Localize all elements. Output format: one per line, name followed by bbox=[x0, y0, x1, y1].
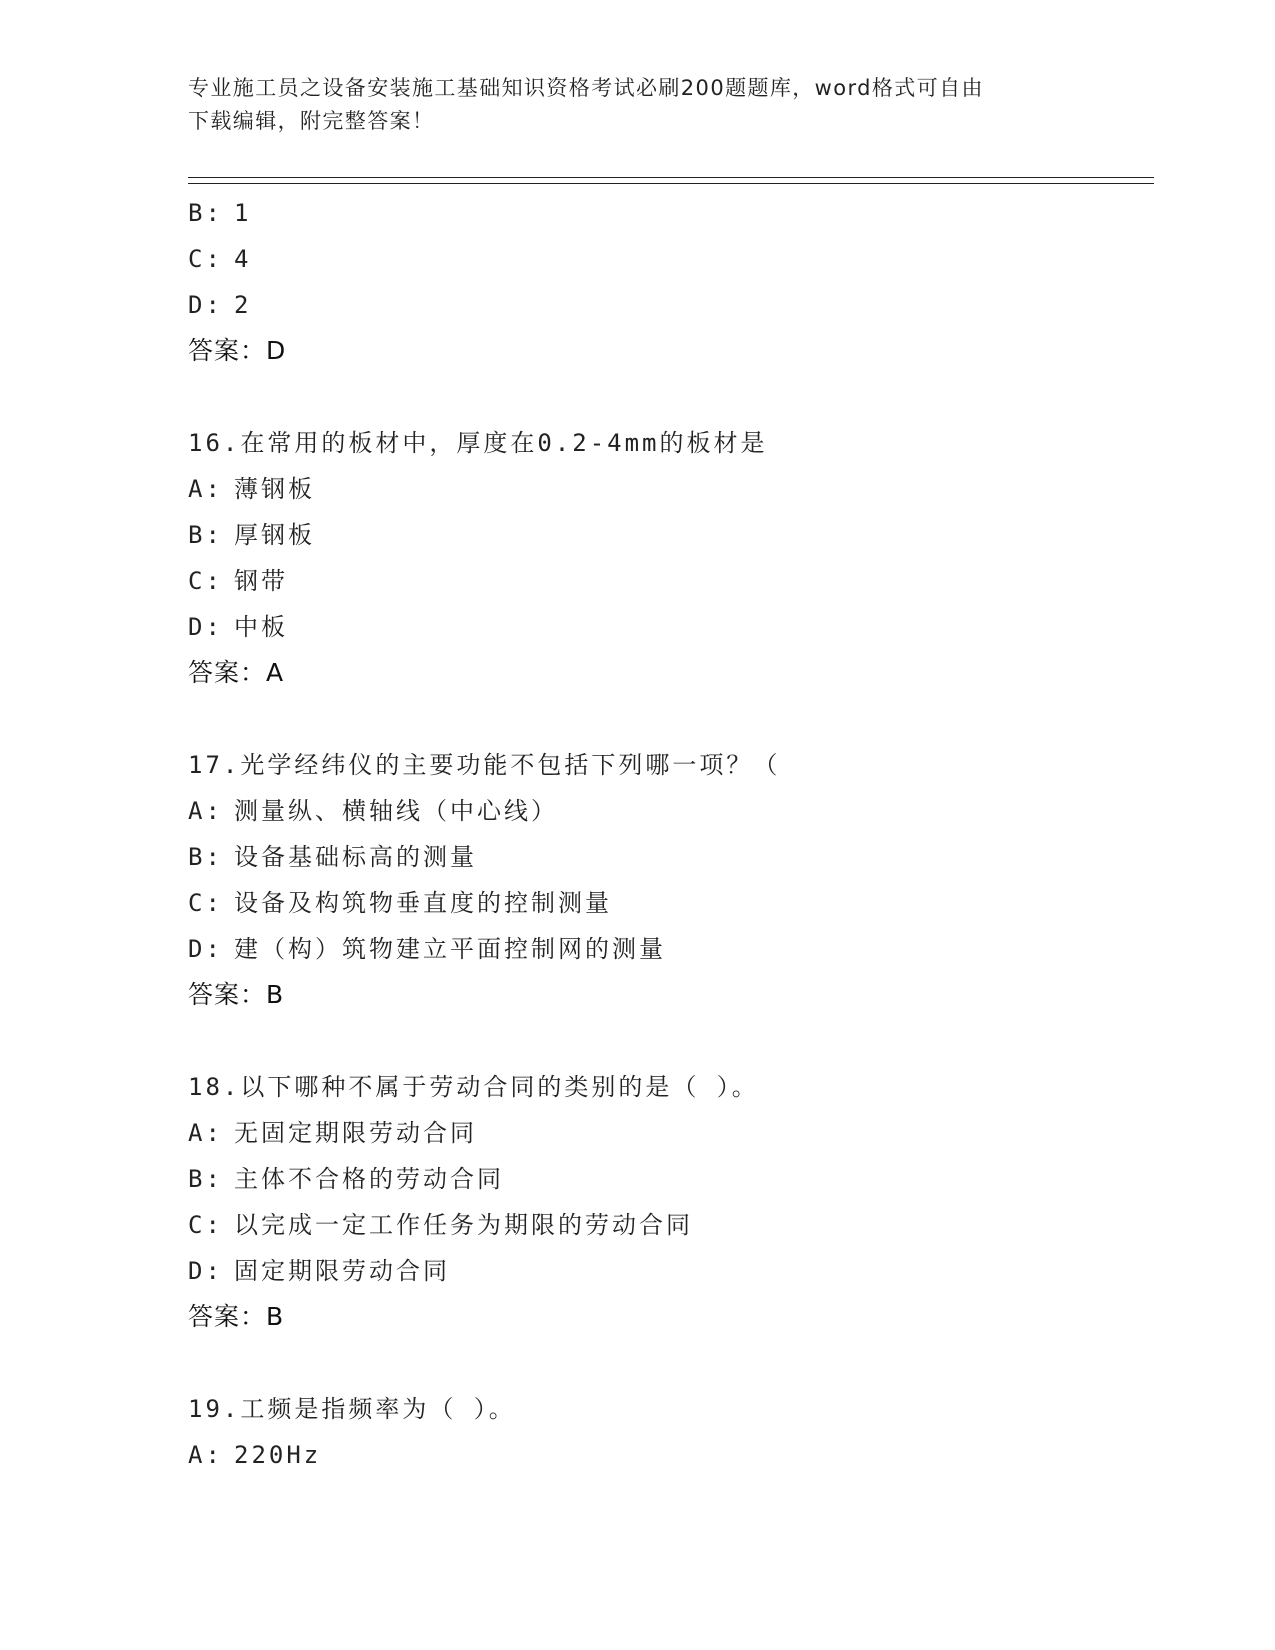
option-prefix: D: bbox=[188, 613, 223, 641]
option-prefix: B: bbox=[188, 1165, 223, 1193]
option-text: 设备及构筑物垂直度的控制测量 bbox=[234, 889, 612, 917]
question-19 bbox=[188, 1386, 1148, 1478]
option-c bbox=[188, 558, 1148, 604]
option-text: 4 bbox=[234, 245, 252, 273]
option-text: 1 bbox=[234, 199, 252, 227]
question-text: 16.在常用的板材中，厚度在0.2-4mm的板材是 bbox=[188, 429, 768, 457]
option-text: 220Hz bbox=[234, 1441, 322, 1469]
question-16 bbox=[188, 420, 1148, 696]
option-text: 厚钢板 bbox=[234, 521, 315, 549]
option-prefix: B: bbox=[188, 199, 223, 227]
answer: 答案：D bbox=[188, 336, 287, 365]
option-text: 固定期限劳动合同 bbox=[234, 1257, 450, 1285]
question-15-tail bbox=[188, 190, 1148, 374]
question-18 bbox=[188, 1064, 1148, 1340]
question-17 bbox=[188, 742, 1148, 1018]
option-a bbox=[188, 788, 1148, 834]
option-prefix: D: bbox=[188, 935, 223, 963]
option-text: 主体不合格的劳动合同 bbox=[234, 1165, 504, 1193]
option-b bbox=[188, 512, 1148, 558]
option-c bbox=[188, 1202, 1148, 1248]
question-list bbox=[188, 190, 1148, 1478]
header-line-1: 专业施工员之设备安装施工基础知识资格考试必刷200题题库，word格式可自由 bbox=[188, 76, 984, 100]
spacer bbox=[188, 374, 1148, 420]
option-d bbox=[188, 604, 1148, 650]
option-a bbox=[188, 1432, 1148, 1478]
option-prefix: D: bbox=[188, 1257, 223, 1285]
option-text: 无固定期限劳动合同 bbox=[234, 1119, 477, 1147]
option-text: 中板 bbox=[234, 613, 288, 641]
option-d bbox=[188, 1248, 1148, 1294]
option-prefix: B: bbox=[188, 843, 223, 871]
option-text: 薄钢板 bbox=[234, 475, 315, 503]
option-prefix: C: bbox=[188, 567, 223, 595]
option-prefix: A: bbox=[188, 797, 223, 825]
option-prefix: A: bbox=[188, 1441, 223, 1469]
option-prefix: A: bbox=[188, 1119, 223, 1147]
option-a bbox=[188, 466, 1148, 512]
option-b bbox=[188, 1156, 1148, 1202]
option-b bbox=[188, 190, 1148, 236]
option-text: 测量纵、横轴线（中心线） bbox=[234, 797, 558, 825]
option-prefix: C: bbox=[188, 889, 223, 917]
option-c bbox=[188, 880, 1148, 926]
option-b bbox=[188, 834, 1148, 880]
option-text: 建（构）筑物建立平面控制网的测量 bbox=[234, 935, 666, 963]
option-c bbox=[188, 236, 1148, 282]
option-d bbox=[188, 926, 1148, 972]
option-prefix: D: bbox=[188, 291, 223, 319]
spacer bbox=[188, 1018, 1148, 1064]
option-text: 以完成一定工作任务为期限的劳动合同 bbox=[234, 1211, 693, 1239]
spacer bbox=[188, 1340, 1148, 1386]
document-header bbox=[188, 72, 1078, 138]
answer: 答案：B bbox=[188, 980, 285, 1009]
option-prefix: C: bbox=[188, 1211, 223, 1239]
option-prefix: B: bbox=[188, 521, 223, 549]
option-text: 2 bbox=[234, 291, 252, 319]
spacer bbox=[188, 696, 1148, 742]
option-d bbox=[188, 282, 1148, 328]
answer: 答案：A bbox=[188, 658, 285, 687]
option-a bbox=[188, 1110, 1148, 1156]
option-text: 设备基础标高的测量 bbox=[234, 843, 477, 871]
question-text: 19.工频是指频率为（ ）。 bbox=[188, 1395, 516, 1423]
option-prefix: A: bbox=[188, 475, 223, 503]
question-text: 17.光学经纬仪的主要功能不包括下列哪一项？（ bbox=[188, 751, 781, 779]
header-line-2: 下载编辑，附完整答案！ bbox=[188, 109, 435, 133]
option-prefix: C: bbox=[188, 245, 223, 273]
header-double-rule bbox=[188, 177, 1154, 184]
answer: 答案：B bbox=[188, 1302, 285, 1331]
question-text: 18.以下哪种不属于劳动合同的类别的是（ ）。 bbox=[188, 1073, 759, 1101]
option-text: 钢带 bbox=[234, 567, 288, 595]
